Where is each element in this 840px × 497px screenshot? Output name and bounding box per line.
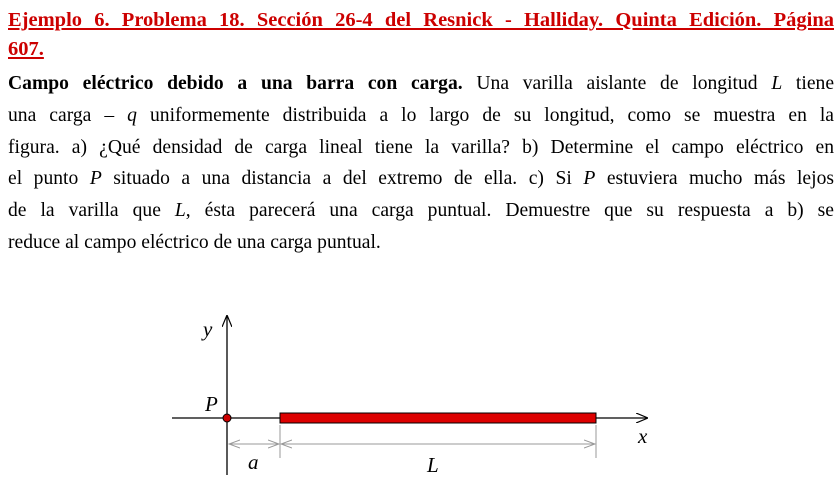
symbol-P: P: [583, 168, 596, 190]
L-label: L: [427, 453, 439, 477]
statement-line-3: figura. a) ¿Qué densidad de carga lineal tiene la varilla? b) Determine el campo eléctrico en: [8, 136, 834, 158]
y-axis-label: y: [203, 317, 213, 341]
symbol-P: P: [89, 168, 102, 190]
statement-text: de la varilla que: [8, 200, 175, 222]
statement-text: tiene: [782, 73, 835, 94]
point-P-marker: [223, 414, 231, 422]
statement-text: una carga –: [8, 104, 128, 126]
charged-rod: [280, 413, 596, 423]
statement-text: situado a una distancia a del extremo de ella. c) Si: [101, 168, 584, 190]
statement-line-6: reduce al campo eléctrico de una carga puntual.: [8, 231, 381, 253]
a-label: a: [248, 450, 259, 474]
statement-text: , ésta parecerá una carga puntual. Demuestre que su respuesta a b) se: [185, 200, 834, 222]
x-axis-label: x: [638, 424, 648, 448]
symbol-q: q: [127, 104, 137, 126]
symbol-L: L: [771, 73, 783, 94]
statement-text: uniformemente distribuida a lo largo de su longitud, como se muestra en la: [136, 104, 835, 126]
statement-text: estuviera mucho más lejos: [595, 168, 834, 190]
point-P-label: P: [205, 392, 218, 416]
statement-title: Campo eléctrico debido a una barra con carga.: [8, 73, 463, 94]
symbol-L: L: [174, 200, 186, 222]
heading-line-2: 607.: [8, 38, 44, 60]
statement-text: el punto: [8, 168, 90, 190]
heading-line-1: Ejemplo 6. Problema 18. Sección 26-4 del Resnick - Halliday. Quinta Edición. Página: [8, 9, 834, 31]
statement-text: Una varilla aislante de longitud: [462, 73, 772, 94]
